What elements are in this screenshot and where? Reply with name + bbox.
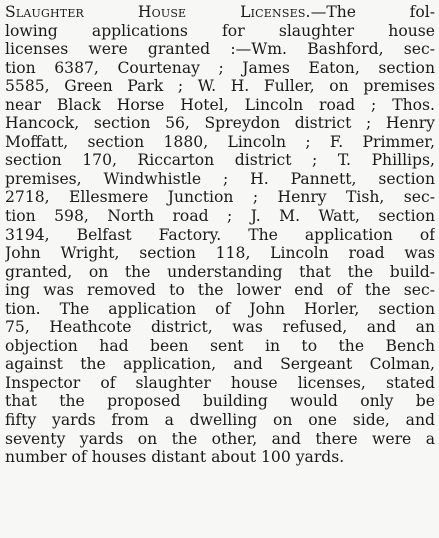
article-line: near Black Horse Hotel, Lincoln road ; Thos.	[5, 95, 435, 114]
article-line: granted, on the understanding that the build-	[5, 262, 435, 281]
article-line: 75, Heathcote district, was refused, and an	[5, 318, 435, 337]
article-line: section 170, Riccarton district ; T. Phillips,	[5, 151, 435, 170]
article-line: Moffatt, section 1880, Lincoln ; F. Primmer,	[5, 132, 435, 151]
article-line: objection had been sent in to the Bench	[5, 336, 435, 355]
article-line: seventy yards on the other, and there were a	[5, 429, 435, 448]
article-line: that the proposed building would only be	[5, 392, 435, 411]
article-line: John Wright, section 118, Lincoln road was	[5, 244, 435, 263]
article-body	[5, 3, 435, 467]
article-last-line: number of houses distant about 100 yards.	[5, 448, 345, 467]
article-first-line	[5, 3, 435, 22]
article-heading: Slaughter House Licenses.	[5, 3, 311, 21]
article-line: Hancock, section 56, Spreydon district ; Henry	[5, 114, 435, 133]
article-line: licenses were granted :—Wm. Bashford, sec-	[5, 40, 435, 59]
article-line: 5585, Green Park ; W. H. Fuller, on premises	[5, 77, 435, 96]
article-line: fifty yards from a dwelling on one side, and	[5, 411, 435, 430]
article-first-line-text: —The fol-	[310, 3, 435, 21]
article-line: 3194, Belfast Factory. The application of	[5, 225, 435, 244]
article-line: Inspector of slaughter house licenses, stated	[5, 373, 435, 392]
article-line: lowing applications for slaughter house	[5, 21, 435, 40]
article-line: tion. The application of John Horler, section	[5, 299, 435, 318]
article-line: tion 598, North road ; J. M. Watt, section	[5, 207, 435, 226]
article-line: ing was removed to the lower end of the sec-	[5, 281, 435, 300]
article-line: tion 6387, Courtenay ; James Eaton, section	[5, 58, 435, 77]
article-line: against the application, and Sergeant Colman,	[5, 355, 435, 374]
article-line: premises, Windwhistle ; H. Pannett, section	[5, 169, 435, 188]
article-line: 2718, Ellesmere Junction ; Henry Tish, sec-	[5, 188, 435, 207]
